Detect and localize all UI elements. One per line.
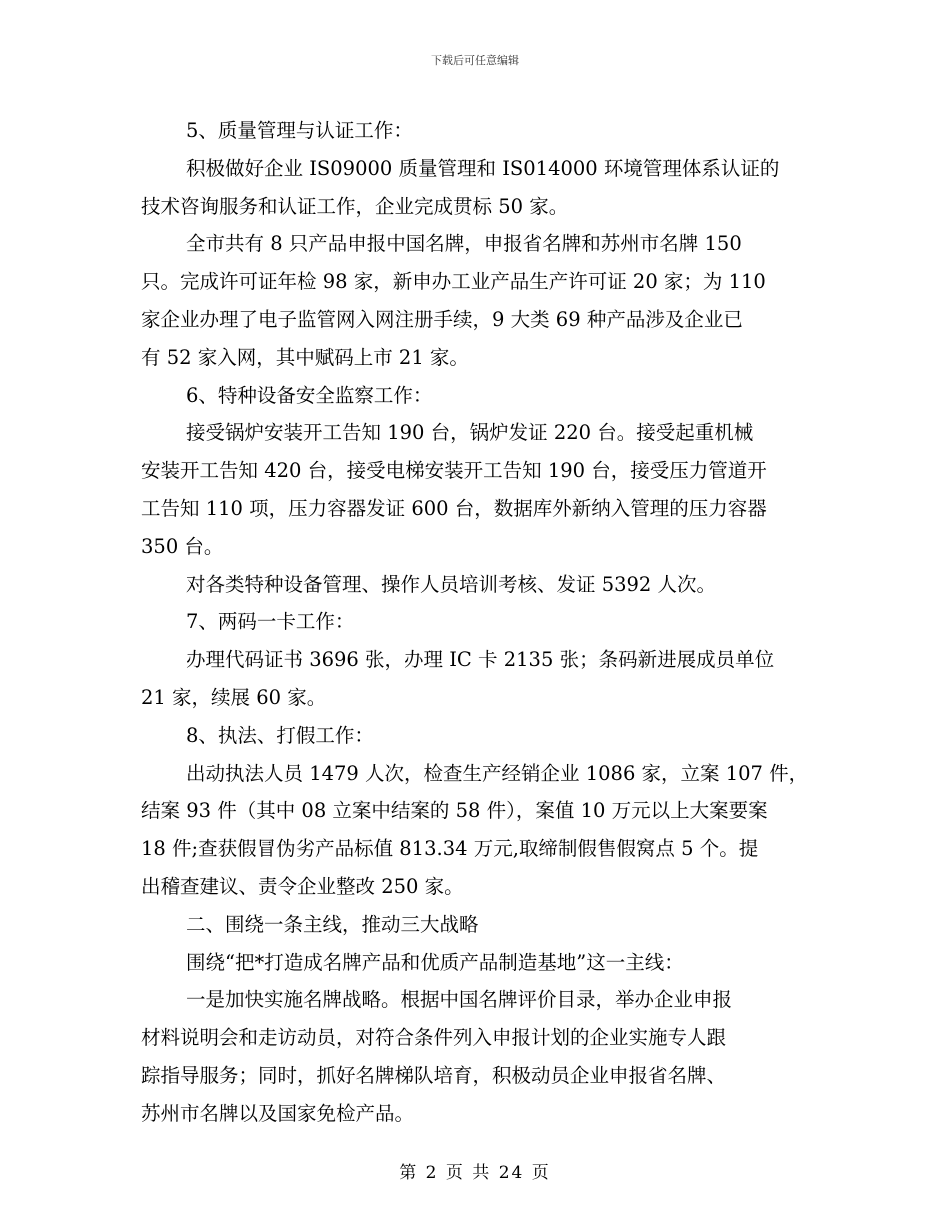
text-line: 安装开工告知 420 台，接受电梯安装开工告知 190 台，接受压力管道开: [141, 459, 767, 483]
text-line: 5、质量管理与认证工作：: [186, 119, 413, 142]
text-line: 工告知 110 项，压力容器发证 600 台，数据库外新纳入管理的压力容器: [141, 496, 767, 520]
text-line: 出稽查建议、责令企业整改 250 家。: [141, 874, 464, 898]
text-line: 21 家，续展 60 家。: [141, 685, 327, 709]
paragraph: [141, 755, 821, 906]
text-line: 技术咨询服务和认证工作，企业完成贯标 50 家。: [141, 194, 569, 218]
paragraph: [141, 112, 821, 150]
text-line: 苏州市名牌以及国家免检产品。: [141, 1101, 415, 1125]
paragraph: [141, 566, 821, 604]
text-line: 材料说明会和走访动员，对符合条件列入申报计划的企业实施专人跟: [141, 1026, 727, 1050]
text-line: 结案 93 件（其中 08 立案中结案的 58 件），案值 10 万元以上大案要案: [141, 799, 768, 823]
text-line: 家企业办理了电子监管网入网注册手续，9 大类 69 种产品涉及企业已: [141, 307, 743, 331]
paragraph: [141, 981, 821, 1132]
paragraph: [141, 603, 821, 641]
text-line: 围绕“把*打造成名牌产品和优质产品制造基地”这一主线：: [186, 950, 684, 974]
paragraph: [141, 225, 821, 376]
text-line: 7、两码一卡工作：: [186, 610, 355, 634]
text-line: 全市共有 8 只产品申报中国名牌，申报省名牌和苏州市名牌 150: [186, 232, 742, 256]
paragraph: [141, 906, 821, 944]
document-body: [141, 112, 821, 1133]
paragraph: [141, 944, 821, 982]
text-line: 18 件;查获假冒伪劣产品标值 813.34 万元,取缔制假售假窝点 5 个。提: [141, 837, 759, 861]
paragraph: [141, 150, 821, 226]
paragraph: [141, 377, 821, 415]
text-line: 办理代码证书 3696 张，办理 IC 卡 2135 张；条码新进展成员单位: [186, 648, 775, 672]
text-line: 有 52 家入网，其中赋码上市 21 家。: [141, 345, 469, 369]
text-line: 一是加快实施名牌战略。根据中国名牌评价目录，举办企业申报: [186, 988, 733, 1012]
text-line: 350 台。: [141, 534, 224, 558]
text-line: 出动执法人员 1479 人次，检查生产经销企业 1086 家，立案 107 件，: [186, 761, 809, 785]
text-line: 积极做好企业 IS09000 质量管理和 IS014000 环境管理体系认证的: [186, 156, 780, 180]
text-line: 对各类特种设备管理、操作人员培训考核、发证 5392 人次。: [186, 572, 717, 596]
text-line: 8、执法、打假工作：: [186, 723, 374, 747]
page-footer: 第 2 页 共 24 页: [399, 1163, 551, 1183]
page-header: 下载后可任意编辑: [431, 54, 519, 67]
text-line: 踪指导服务；同时，抓好名牌梯队培育，积极动员企业申报省名牌、: [141, 1063, 727, 1087]
paragraph: [141, 641, 821, 717]
text-line: 6、特种设备安全监察工作：: [186, 383, 433, 407]
paragraph: [141, 414, 821, 565]
paragraph: [141, 717, 821, 755]
text-line: 二、围绕一条主线，推动三大战略: [186, 912, 479, 936]
text-line: 接受锅炉安装开工告知 190 台，锅炉发证 220 台。接受起重机械: [186, 421, 754, 445]
text-line: 只。完成许可证年检 98 家，新申办工业产品生产许可证 20 家；为 110: [141, 270, 766, 294]
